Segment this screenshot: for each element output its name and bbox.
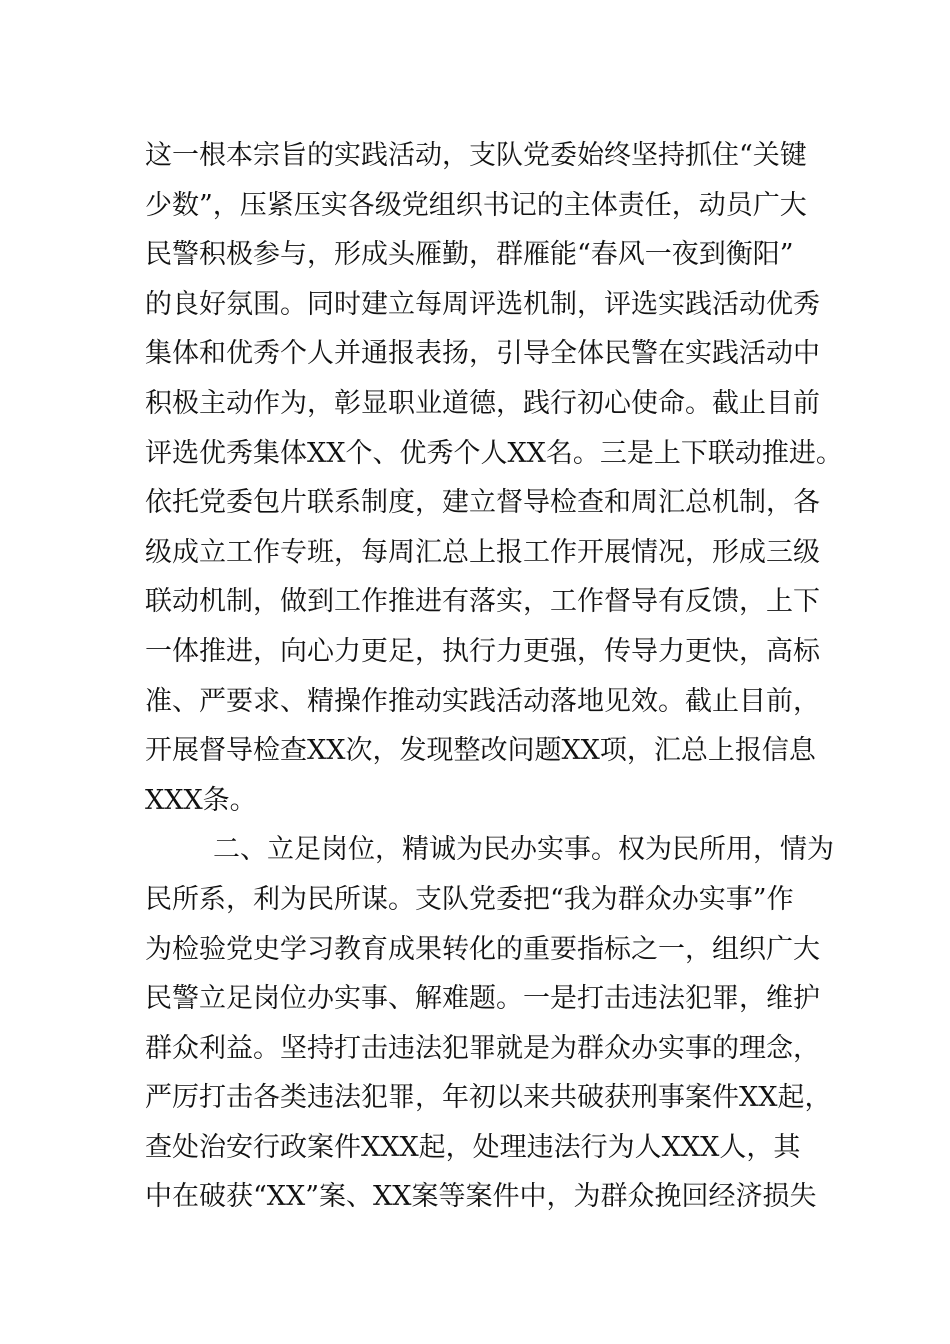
- text-line: 积极主动作为，彰显职业道德，践行初心使命。截止目前: [145, 387, 820, 419]
- paragraph-1: [145, 131, 845, 825]
- text-line: 集体和优秀个人并通报表扬，引导全体民警在实践活动中: [145, 338, 820, 370]
- text-line: XXX条。: [145, 784, 257, 816]
- text-line: 查处治安行政案件XXX起，处理违法行为人XXX人，其: [145, 1131, 801, 1163]
- text-line: 民警立足岗位办实事、解难题。一是打击违法犯罪，维护: [145, 983, 820, 1015]
- text-line: 的良好氛围。同时建立每周评选机制，评选实践活动优秀: [145, 288, 820, 320]
- text-line: 少数”，压紧压实各级党组织书记的主体责任，动员广大: [145, 189, 807, 221]
- text-line: 一体推进，向心力更足，执行力更强，传导力更快，高标: [145, 635, 820, 667]
- text-line: 开展督导检查XX次，发现整改问题XX项，汇总上报信息: [145, 735, 816, 767]
- paragraph-2: [145, 825, 845, 1222]
- text-line: 联动机制，做到工作推进有落实，工作督导有反馈，上下: [145, 586, 820, 618]
- text-line: 准、严要求、精操作推动实践活动落地见效。截止目前，: [145, 685, 820, 717]
- text-line: 二、立足岗位，精诚为民办实事。权为民所用，情为: [213, 834, 834, 866]
- text-line: 为检验党史学习教育成果转化的重要指标之一，组织广大: [145, 933, 820, 965]
- text-line: 中在破获“XX”案、XX案等案件中，为群众挽回经济损失: [145, 1181, 817, 1213]
- document-body: [145, 131, 845, 1222]
- text-line: 依托党委包片联系制度，建立督导检查和周汇总机制，各: [145, 487, 820, 519]
- text-line: 严厉打击各类违法犯罪，年初以来共破获刑事案件XX起，: [145, 1082, 832, 1114]
- text-line: 评选优秀集体XX个、优秀个人XX名。三是上下联动推进。: [145, 437, 843, 469]
- text-line: 民警积极参与，形成头雁勤，群雁能“春风一夜到衡阳”: [145, 239, 794, 271]
- text-line: 群众利益。坚持打击违法犯罪就是为群众办实事的理念，: [145, 1032, 820, 1064]
- text-line: 级成立工作专班，每周汇总上报工作开展情况，形成三级: [145, 536, 820, 568]
- text-line: 这一根本宗旨的实践活动，支队党委始终坚持抓住“关键: [145, 140, 807, 171]
- text-line: 民所系，利为民所谋。支队党委把“我为群众办实事”作: [145, 883, 794, 915]
